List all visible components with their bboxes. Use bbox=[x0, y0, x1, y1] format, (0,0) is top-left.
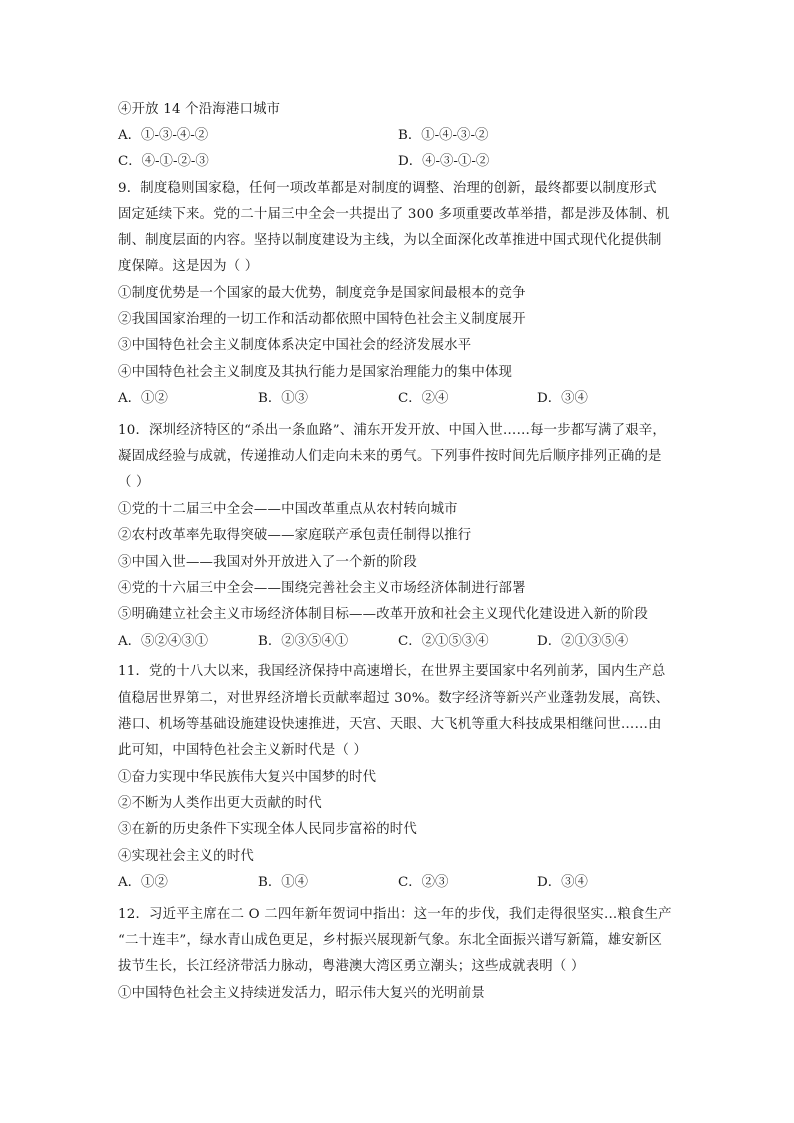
q10-stem-line: （ ） bbox=[118, 475, 150, 490]
q9-item: ①制度优势是一个国家的最大优势，制度竞争是国家间最根本的竞争 bbox=[118, 286, 526, 301]
q8-options bbox=[118, 123, 718, 149]
q11-option-b: B．①④ bbox=[258, 875, 309, 890]
q11-item: ④实现社会主义的时代 bbox=[118, 849, 254, 864]
q10-stem-line: 凝固成经验与成就，传递推动人们走向未来的勇气。下列事件按时间先后顺序排列正确的是 bbox=[118, 449, 662, 464]
q9-option-d: D．③④ bbox=[537, 391, 588, 406]
q9-stem-line: 制、制度层面的内容。坚持以制度建设为主线，为以全面深化改革推进中国式现代化提供制 bbox=[118, 233, 662, 248]
q11-stem-line: 港口、机场等基础设施建设快速推进，天宫、天眼、大飞机等重大科技成果相继问世……由 bbox=[118, 717, 662, 732]
q9-item: ④中国特色社会主义制度及其执行能力是国家治理能力的集中体现 bbox=[118, 365, 513, 380]
q8-option-a: A．①-③-④-② bbox=[118, 128, 209, 143]
q11-item: ①奋力实现中华民族伟大复兴中国梦的时代 bbox=[118, 770, 377, 785]
q11-options bbox=[118, 870, 718, 896]
q11-stem-line: 此可知，中国特色社会主义新时代是（ ） bbox=[118, 743, 368, 758]
q10-item: ③中国入世——我国对外开放进入了一个新的阶段 bbox=[118, 555, 417, 570]
q9-options bbox=[118, 386, 718, 412]
q9-stem-line: 固定延续下来。党的二十届三中全会一共提出了 300 多项重要改革举措，都是涉及体制、机 bbox=[118, 207, 670, 222]
q11-option-d: D．③④ bbox=[537, 875, 588, 890]
q10-option-d: D．②①③⑤④ bbox=[537, 634, 629, 649]
q9-option-b: B．①③ bbox=[258, 391, 309, 406]
q11-item: ③在新的历史条件下实现全体人民同步富裕的时代 bbox=[118, 822, 417, 837]
q10-option-b: B．②③⑤④① bbox=[258, 634, 349, 649]
q8-options-2 bbox=[118, 149, 718, 175]
q9-option-c: C．②④ bbox=[398, 391, 449, 406]
q11-option-a: A．①② bbox=[118, 875, 168, 890]
q12-stem-line: “二十连丰”，绿水青山成色更足，乡村振兴展现新气象。东北全面振兴谱写新篇，雄安新区 bbox=[118, 933, 663, 948]
q10-item: ⑤明确建立社会主义市场经济体制目标——改革开放和社会主义现代化建设进入新的阶段 bbox=[118, 607, 649, 622]
q11-stem-line: 11．党的十八大以来，我国经济保持中高速增长，在世界主要国家中名列前茅，国内生产总 bbox=[118, 664, 666, 679]
q11-option-c: C．②③ bbox=[398, 875, 449, 890]
q8-option-b: B．①-④-③-② bbox=[398, 128, 489, 143]
q12-stem-line: 12．习近平主席在二 O 二四年新年贺词中指出：这一年的步伐，我们走得很坚实...粮食生产 bbox=[118, 907, 672, 922]
q8-option-c: C．④-①-②-③ bbox=[118, 154, 209, 169]
q9-option-a: A．①② bbox=[118, 391, 168, 406]
q9-item: ②我国国家治理的一切工作和活动都依照中国特色社会主义制度展开 bbox=[118, 312, 526, 327]
q9-stem-line: 度保障。这是因为（ ） bbox=[118, 259, 259, 274]
q11-item: ②不断为人类作出更大贡献的时代 bbox=[118, 796, 322, 811]
q9-item: ③中国特色社会主义制度体系决定中国社会的经济发展水平 bbox=[118, 338, 472, 353]
q10-stem-line: 10．深圳经济特区的“杀出一条血路”、浦东开发开放、中国入世……每一步都写满了艰辛， bbox=[118, 423, 666, 438]
q8-option-d: D．④-③-①-② bbox=[398, 154, 490, 169]
q10-item: ④党的十六届三中全会——围绕完善社会主义市场经济体制进行部署 bbox=[118, 581, 526, 596]
q9-stem-line: 9．制度稳则国家稳，任何一项改革都是对制度的调整、治理的创新，最终都要以制度形式 bbox=[118, 181, 657, 196]
q12-item: ①中国特色社会主义持续迸发活力，昭示伟大复兴的光明前景 bbox=[118, 986, 485, 1001]
q10-options bbox=[118, 629, 718, 655]
q10-option-a: A．⑤②④③① bbox=[118, 634, 209, 649]
q10-item: ②农村改革率先取得突破——家庭联产承包责任制得以推行 bbox=[118, 528, 472, 543]
q11-stem-line: 值稳居世界第二，对世界经济增长贡献率超过 30%。数字经济等新兴产业蓬勃发展，高铁、 bbox=[118, 691, 670, 706]
q12-stem-line: 拔节生长，长江经济带活力脉动，粤港澳大湾区勇立潮头；这些成就表明（ ） bbox=[118, 959, 585, 974]
q10-item: ①党的十二届三中全会——中国改革重点从农村转向城市 bbox=[118, 502, 458, 517]
q8-item-4: ④开放 14 个沿海港口城市 bbox=[118, 102, 281, 117]
q10-option-c: C．②①⑤③④ bbox=[398, 634, 489, 649]
